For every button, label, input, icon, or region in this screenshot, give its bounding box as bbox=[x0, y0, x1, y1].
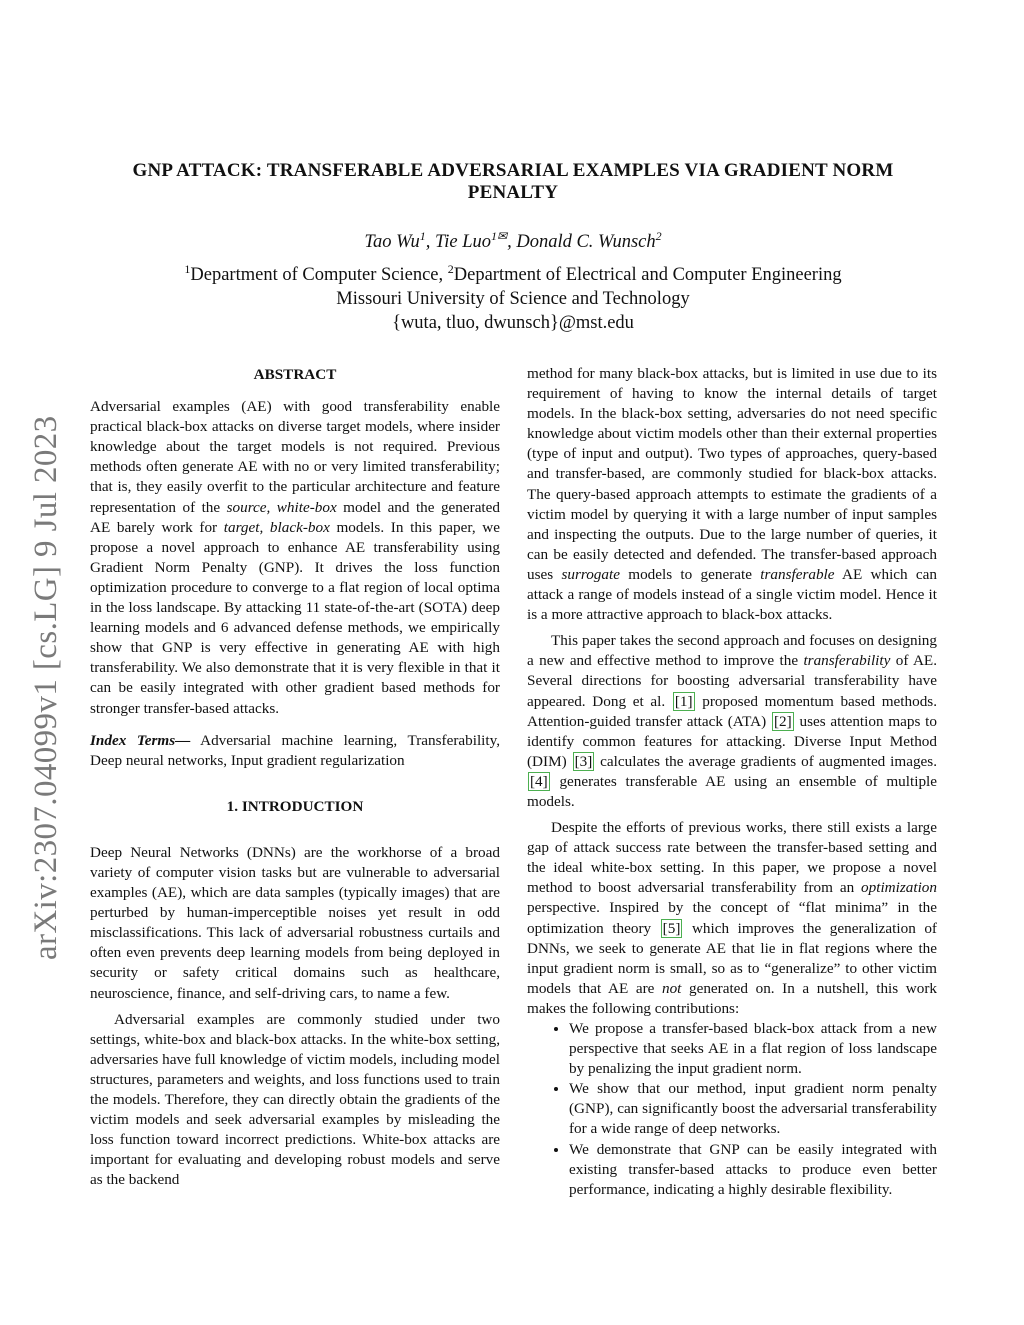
para4-text-3: proposed momentum based methods. Attention-guided transfer attack (ATA) bbox=[527, 692, 937, 730]
citation-link-3[interactable]: [3] bbox=[574, 752, 593, 770]
para4-em-transferability: transferability bbox=[803, 652, 891, 670]
para5-text-2: perspective. Inspired by the concept of “flat minima” in the optimization theory bbox=[527, 899, 937, 937]
para3-em-transferable: transferable bbox=[760, 565, 835, 583]
intro-paragraph-2: Adversarial examples are commonly studied under two settings, white-box and black-box attacks. In the white-box setting, adversaries have full knowledge of victim models, including model structures, parameters and weights, and loss functions used to train the models. Therefore, they can directly obtain the gradients of the victim models and seek adversarial examples by misleading the loss function toward incorrect predictions. White-box attacks are important for evaluating and developing robust models and serve as the backend bbox=[90, 1010, 500, 1189]
para4-text-4: uses attention maps to identify common features for attacking. Diverse Input Method (DIM) bbox=[527, 712, 937, 770]
affiliation-emails: {wuta, tluo, dwunsch}@mst.edu bbox=[392, 313, 634, 333]
citation-link-1[interactable]: [1] bbox=[674, 692, 693, 710]
para4-text-6: generates transferable AE using an ensemble of multiple models. bbox=[527, 772, 937, 810]
para3-em-surrogate: surrogate bbox=[561, 565, 620, 583]
author-1: Tao Wu bbox=[364, 232, 420, 252]
author-3-sup: 2 bbox=[655, 228, 662, 243]
citation-link-5[interactable]: [5] bbox=[662, 919, 681, 937]
para5-text-4: generated on. In a nutshell, this work makes the following contributions: bbox=[527, 979, 937, 1017]
aff-dept-1: Department of Computer Science, bbox=[190, 265, 448, 285]
intro-paragraph-5 bbox=[527, 818, 937, 1019]
arxiv-stamp: arXiv:2307.04099v1 [cs.LG] 9 Jul 2023 bbox=[28, 415, 64, 960]
contribution-item: • We demonstrate that GNP can be easily integrated with existing transfer-based attacks to produce even better performance, indicating a highly desirable flexibility. bbox=[569, 1140, 937, 1200]
author-list bbox=[90, 230, 936, 254]
abstract-text-1: Adversarial examples (AE) with good transferability enable practical black-box attacks on diverse target models, where insider knowledge about the target models is not required. Previous methods often generate AE with no or very limited transferability; that is, they easily overfit to the particular architecture and feature representation of the bbox=[90, 398, 500, 516]
intro-paragraph-4 bbox=[527, 631, 937, 812]
author-2-sup: 1✉ bbox=[491, 228, 508, 243]
contribution-list bbox=[527, 1019, 937, 1200]
citation-link-4[interactable]: [4] bbox=[530, 772, 548, 790]
para4-text-2: of AE. Several directions for boosting adversarial transferability have appeared. Dong et al. bbox=[527, 652, 937, 710]
author-3: Donald C. Wunsch bbox=[516, 232, 656, 252]
para4-text-1: This paper takes the second approach and focuses on designing a new and effective method to improve the bbox=[527, 632, 937, 670]
contribution-item: • We show that our method, input gradient norm penalty (GNP), can significantly boost the adversarial transferability for a wide range of deep networks. bbox=[569, 1079, 937, 1139]
para3-text-1: method for many black-box attacks, but is limited in use due to its requirement of having to know the internal details of target models. In the black-box setting, adversaries do not need specific knowledge about victim models other than their external properties (type of input and output). Two types of approaches, query-based and transfer-based, are commonly studied for black-box attacks. The query-based approach attempts to estimate the gradients of a victim model by querying it with a large number of input samples and inspecting the outputs. Due to the large number of queries, it can be easily detected and defended. The transfer-based approach uses bbox=[527, 365, 937, 583]
abstract-em-source: source, white-box bbox=[226, 498, 337, 516]
left-column bbox=[90, 365, 500, 1190]
author-2: Tie Luo bbox=[434, 232, 492, 252]
abstract-text-3: models. In this paper, we propose a novel approach to enhance AE transferability using Gradient Norm Penalty (GNP). It drives the loss function optimization procedure to converge to a flat region of local optima in the loss landscape. By attacking 11 state-of-the-art (SOTA) deep learning models and 6 advanced defense methods, we empirically show that GNP is very effective in generating AE with high transferability. We also demonstrate that it is very flexible in that it can be easily integrated with other gradient based methods for stronger transfer-based attacks. bbox=[90, 518, 500, 717]
para4-text-5: calculates the average gradients of augmented images. bbox=[595, 752, 937, 770]
intro-heading: 1. INTRODUCTION bbox=[226, 797, 364, 815]
right-column bbox=[527, 364, 937, 1200]
index-terms-label: Index Terms— bbox=[90, 731, 191, 749]
para5-text-3: which improves the generalization of DNNs, we seek to generate AE that lie in flat regions where the input gradient norm is small, so as to “generalize” to other victim models that AE are bbox=[527, 919, 937, 997]
paper-title bbox=[90, 160, 936, 204]
index-terms bbox=[90, 731, 500, 771]
author-1-sup: 1 bbox=[419, 228, 426, 243]
aff-sup-1: 1 bbox=[184, 261, 191, 276]
para3-text-3: AE which can attack a range of models instead of a single victim model. Hence it is a more attractive approach to black-box attacks. bbox=[527, 565, 937, 624]
title-line-2: PENALTY bbox=[467, 182, 559, 203]
author-sep-2: , bbox=[507, 232, 517, 252]
abstract-em-target: target, black-box bbox=[223, 518, 330, 536]
title-line-1: GNP ATTACK: TRANSFERABLE ADVERSARIAL EXAMPLES VIA GRADIENT NORM bbox=[132, 160, 894, 181]
abstract-paragraph bbox=[90, 397, 500, 719]
affiliation-line-2: Missouri University of Science and Technology bbox=[336, 289, 690, 309]
citation-link-2[interactable]: [2] bbox=[773, 712, 792, 730]
intro-paragraph-1: Deep Neural Networks (DNNs) are the workhorse of a broad variety of computer vision tasks but are vulnerable to adversarial examples (AE), which are data samples (typically images) that are perturbed by human-imperceptible noises yet result in odd misclassifications. This lack of adversarial robustness curtails and often even prevents deep learning models from being deployed in security or safety critical domains such as healthcare, neuroscience, finance, and self-driving cars, to name a few. bbox=[90, 843, 500, 1002]
affiliation-line-1 bbox=[90, 263, 936, 287]
para5-text-1: Despite the efforts of previous works, there still exists a large gap of attack success rate between the transfer-based setting and the ideal white-box setting. In this paper, we propose a novel method to boost adversarial transferability from an bbox=[527, 819, 937, 897]
author-sep-1: , bbox=[425, 232, 435, 252]
index-terms-text: Adversarial machine learning, Transferability, Deep neural networks, Input gradient regularization bbox=[90, 731, 501, 769]
para5-em-optimization: optimization bbox=[861, 879, 937, 897]
intro-paragraph-3 bbox=[527, 364, 937, 625]
abstract-heading: ABSTRACT bbox=[253, 366, 337, 383]
contribution-item: • We propose a transfer-based black-box attack from a new perspective that seeks AE in a flat region of loss landscape by penalizing the input gradient norm. bbox=[569, 1019, 937, 1079]
para3-text-2: models to generate bbox=[619, 565, 761, 583]
aff-dept-2: Department of Electrical and Computer Engineering bbox=[453, 265, 842, 285]
abstract-text-2: model and the generated AE barely work for bbox=[90, 498, 500, 536]
para5-em-not: not bbox=[661, 979, 682, 997]
aff-sup-2: 2 bbox=[447, 261, 454, 276]
